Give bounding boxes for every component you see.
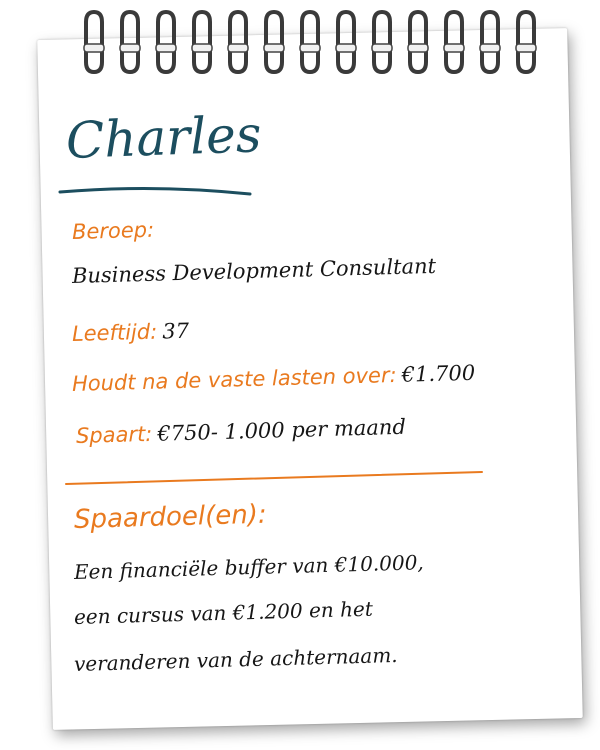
occupation-row: [72, 218, 155, 244]
savings-value: €750- 1.000 per maand: [157, 414, 407, 446]
profile-name: Charles: [64, 105, 263, 170]
goal-line: een cursus van €1.200 en het: [73, 596, 374, 629]
age-row: [72, 319, 190, 346]
occupation-value: Business Development Consultant: [71, 253, 437, 288]
goals-title: Spaardoel(en):: [73, 499, 268, 535]
age-value: 37: [161, 318, 190, 344]
remaining-label: Houdt na de vaste lasten over:: [71, 362, 397, 396]
remaining-value: €1.700: [401, 360, 476, 387]
savings-label: Spaart:: [75, 421, 153, 448]
age-label: Leeftijd:: [71, 319, 158, 346]
goal-line: veranderen van de achternaam.: [73, 642, 398, 676]
occupation-label: Beroep:: [71, 217, 155, 244]
goal-line: Een financiële buffer van €10.000,: [73, 550, 425, 584]
